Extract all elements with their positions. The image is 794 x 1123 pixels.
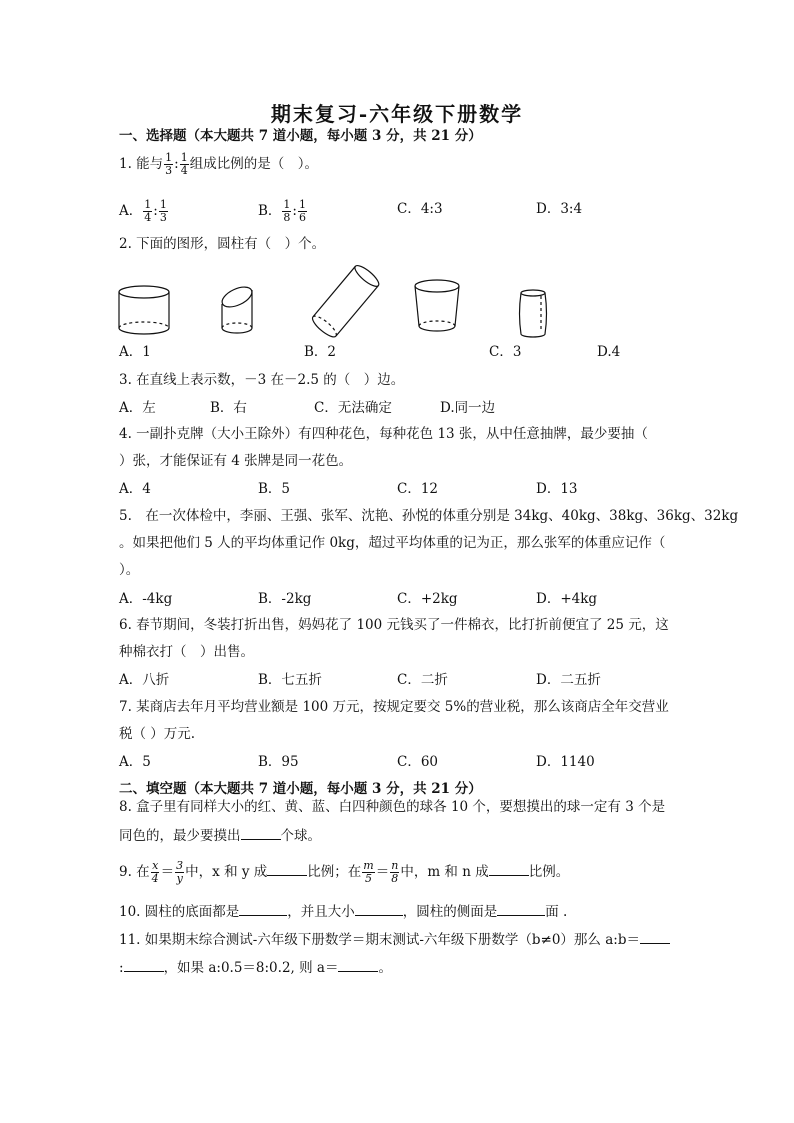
question-10: 10. 圆柱的底面都是 ，并且大小 ，圆柱的侧面是 面 . [119,901,567,922]
answer-blank[interactable] [497,901,545,916]
answer-blank[interactable] [241,825,281,840]
figure-3-tilted-cylinder-icon [310,262,382,340]
question-11-line-1: 11. 如果期末综合测试-六年级下册数学＝期末测试-六年级下册数学（b≠0）那么 a:b＝ [119,929,670,950]
q6-option-d: D．二五折 [536,672,601,688]
question-9: 9. 在 $\frac{x}{4}$ ＝ $\frac{3}{y}$ 中，x 和 y 成 比例；在 $\frac{m}{5}$ ＝ $\frac{n}{8}$ 中，m 和 n 成 比例。 [119,859,570,885]
q7-option-a: A．5 [119,754,151,770]
figure-4-frustum-icon [415,280,459,331]
q6-option-a: A．八折 [119,672,170,688]
section-2-heading: 二、填空题（本大题共 7 道小题，每小题 3 分，共 21 分） [119,781,482,797]
q5-option-b: B．-2kg [258,591,312,607]
answer-blank[interactable] [267,861,307,876]
q7-option-c: C．60 [397,754,439,770]
question-3: 3. 在直线上表示数，－3 在－2.5 的（ ）边。 [119,372,405,388]
q4-option-c: C．12 [397,481,439,497]
q7-option-b: B．95 [258,754,299,770]
answer-blank[interactable] [239,901,287,916]
q4-option-b: B．5 [258,481,291,497]
question-5-line-3: ）。 [119,562,140,578]
question-4-line-1: 4. 一副扑克牌（大小王除外）有四种花色，每种花色 13 张，从中任意抽牌，最少要抽（ [119,426,648,442]
figure-1-cylinder-icon [119,286,169,334]
question-6-line-2: 种棉衣打（ ）出售。 [119,644,254,660]
q2-option-d: D.4 [597,344,621,360]
question-5-line-2: 。如果把他们 5 人的平均体重记作 0kg，超过平均体重的记为正，那么张军的体重应记作（ [119,535,666,551]
figure-5-barrel-icon [520,290,547,337]
page-title: 期末复习-六年级下册数学 [270,102,524,126]
q6-option-c: C．二折 [397,672,448,688]
q2-option-b: B．2 [304,344,337,360]
answer-blank[interactable] [338,957,378,972]
q1-option-c: C．4:3 [397,201,443,217]
q3-option-c: C．无法确定 [314,400,392,416]
question-4-line-2: ）张，才能保证有 4 张牌是同一花色。 [119,453,353,469]
question-7-line-2: 税（ ）万元. [119,726,196,742]
q1-option-b: B． $\frac{1}{8}$ : $\frac{1}{6}$ [258,198,306,224]
answer-blank[interactable] [124,957,164,972]
q3-option-d: D.同一边 [440,400,496,416]
q2-option-a: A．1 [119,344,151,360]
answer-blank[interactable] [489,861,529,876]
q5-option-c: C．+2kg [397,591,458,607]
question-1: 1. 能与 $\frac{1}{3}$ : $\frac{1}{4}$ 组成比例的是（ ）。 [119,151,318,177]
q4-option-a: A．4 [119,481,151,497]
q1-option-d: D．3:4 [536,201,583,217]
q6-option-b: B．七五折 [258,672,322,688]
question-8-line-2: 同色的，最少要摸出 个球。 [119,825,321,846]
cylinder-figures [110,262,580,342]
fraction: $\frac{1}{4}$ [180,151,188,177]
q3-option-a: A．左 [119,400,156,416]
q2-option-c: C．3 [489,344,522,360]
section-1-heading: 一、选择题（本大题共 7 道小题，每小题 3 分，共 21 分） [119,128,482,144]
q3-option-b: B．右 [210,400,247,416]
question-7-line-1: 7. 某商店去年月平均营业额是 100 万元，按规定要交 5%的营业税，那么该商店全年交营业 [119,699,669,715]
question-5-line-1: 5. 在一次体检中，李丽、王强、张军、沈艳、孙悦的体重分别是 34kg、40kg、38kg、36kg、32kg [119,508,739,524]
question-6-line-1: 6. 春节期间，冬装打折出售，妈妈花了 100 元钱买了一件棉衣，比打折前便宜了 25 元，这 [119,617,669,633]
question-11-line-2: : ，如果 a:0.5＝8:0.2, 则 a＝ 。 [119,957,392,978]
question-8-line-1: 8. 盒子里有同样大小的红、黄、蓝、白四种颜色的球各 10 个，要想摸出的球一定有 3 个是 [119,799,666,815]
answer-blank[interactable] [640,929,670,944]
q1-option-a: A． $\frac{1}{4}$ : $\frac{1}{3}$ [119,198,167,224]
q4-option-d: D．13 [536,481,578,497]
question-2: 2. 下面的图形，圆柱有（ ）个。 [119,236,326,252]
q5-option-d: D．+4kg [536,591,598,607]
fraction: $\frac{1}{3}$ [165,151,173,177]
figure-2-cut-cylinder-icon [219,283,255,333]
q5-option-a: A．-4kg [119,591,173,607]
answer-blank[interactable] [355,901,403,916]
q7-option-d: D．1140 [536,754,595,770]
